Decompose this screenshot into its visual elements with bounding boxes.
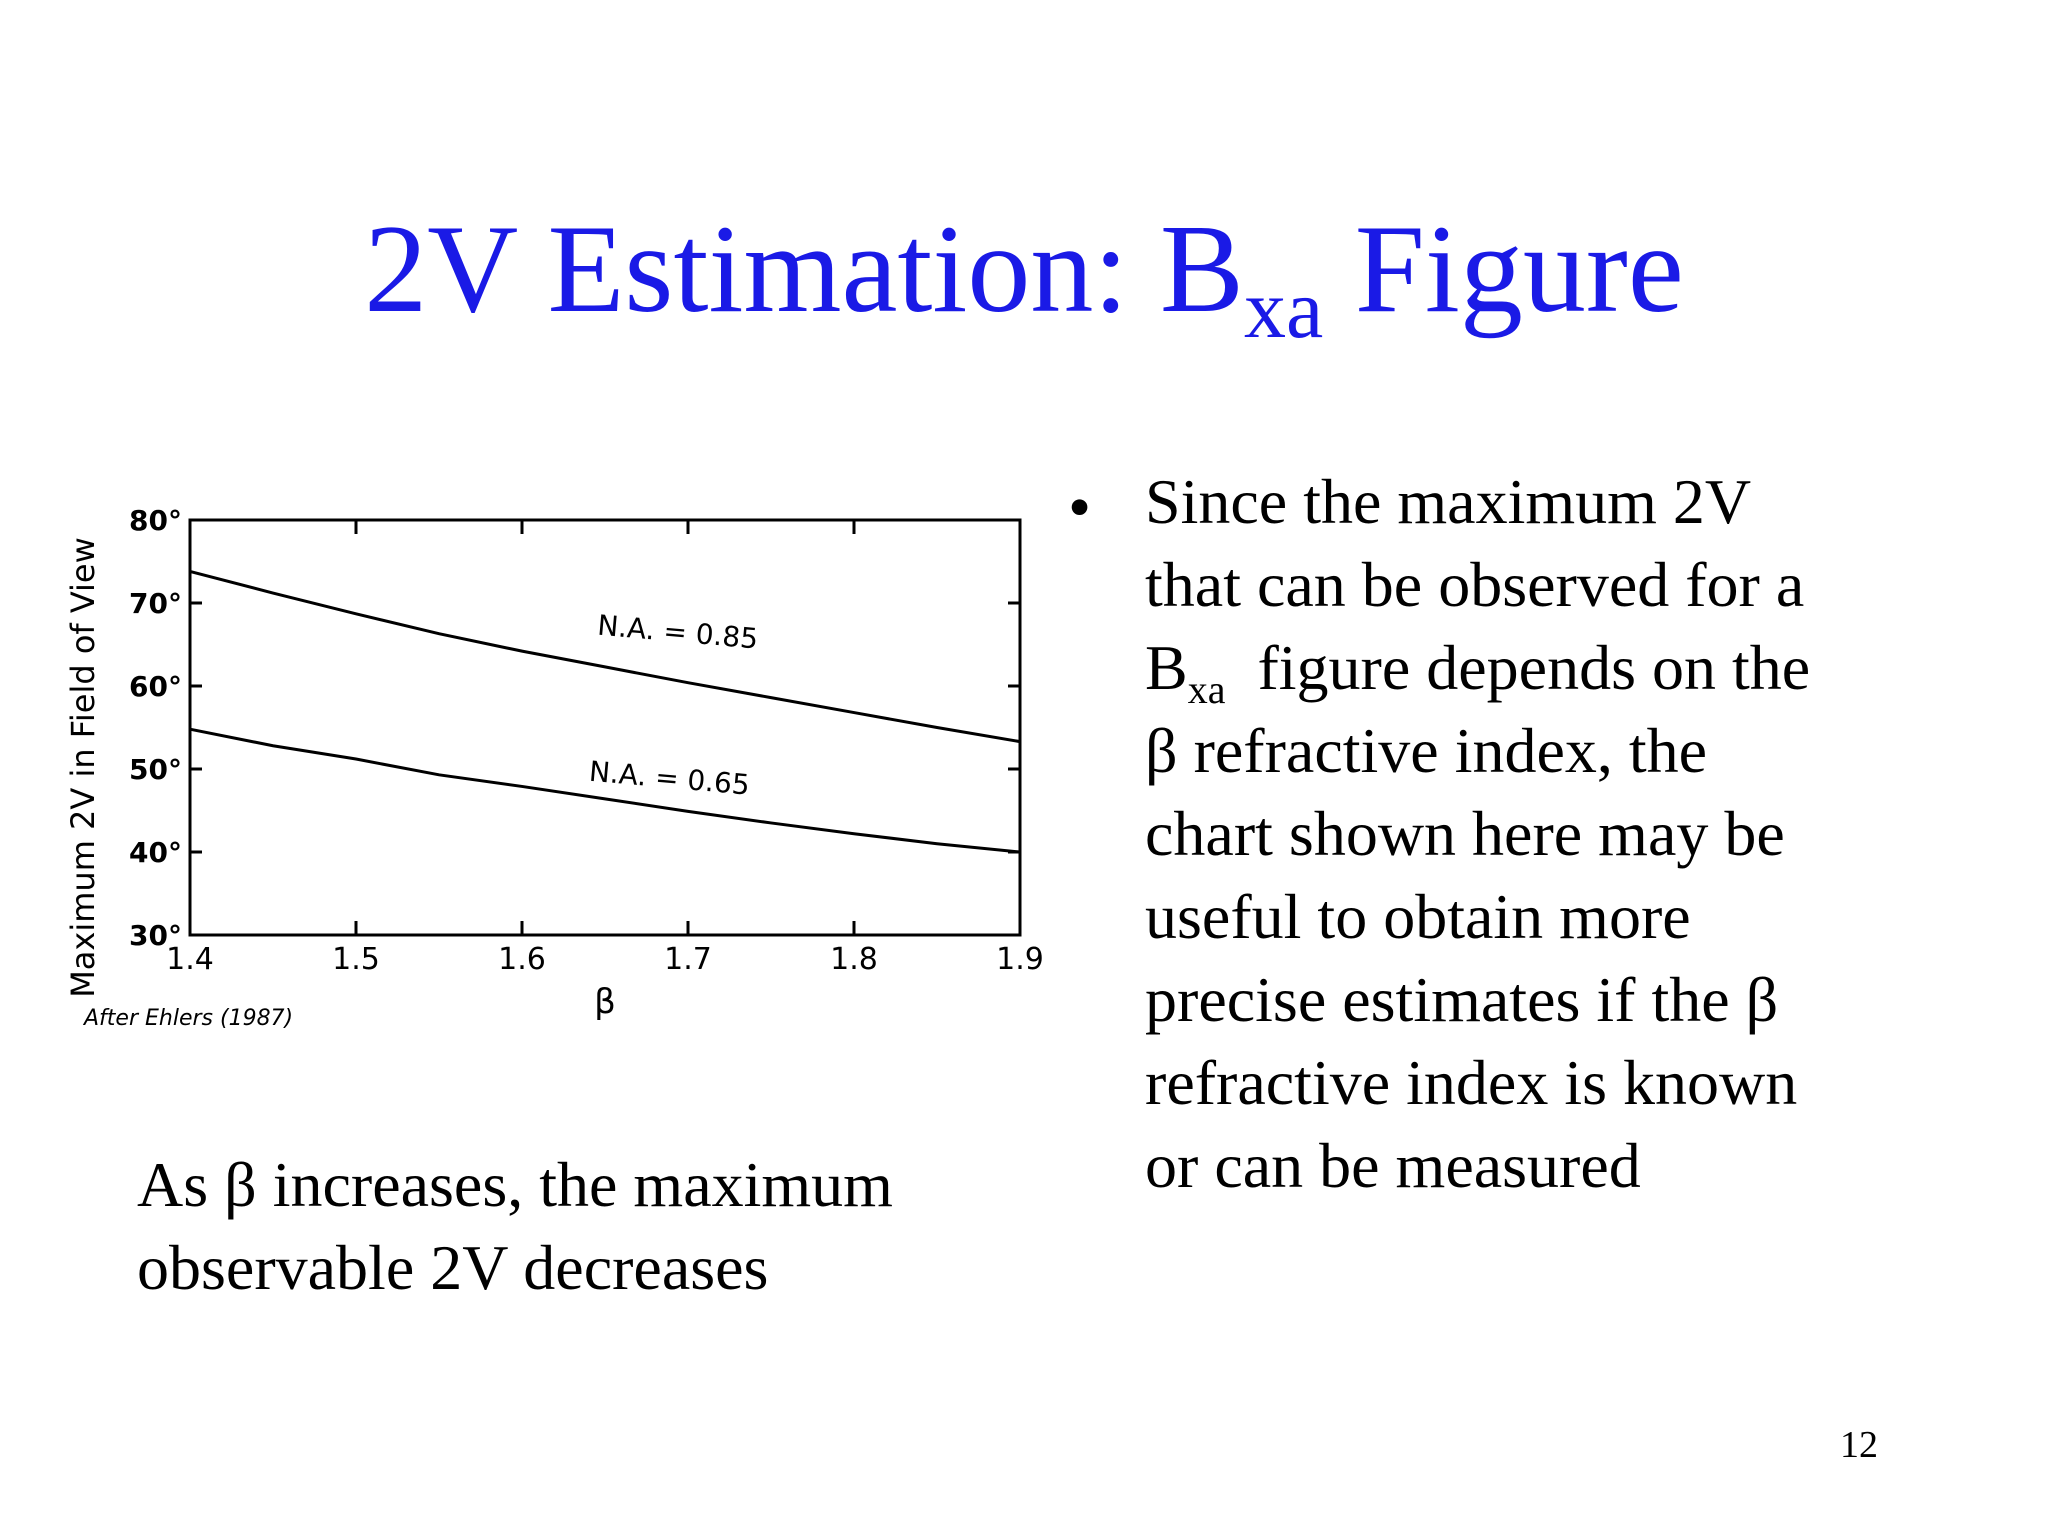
x-tick-label: 1.6 bbox=[498, 942, 546, 977]
x-tick-label: 1.8 bbox=[830, 942, 878, 977]
bullet-line: or can be measured bbox=[1145, 1130, 1641, 1201]
title-end: Figure bbox=[1323, 200, 1684, 339]
series-line bbox=[190, 571, 1020, 741]
x-tick-label: 1.5 bbox=[332, 942, 380, 977]
y-tick-label: 50° bbox=[129, 753, 182, 786]
bullet-line: refractive index is known bbox=[1145, 1047, 1798, 1118]
bullet-line bbox=[1145, 626, 2025, 712]
series-annotation: N.A. = 0.85 bbox=[596, 608, 760, 656]
title-subscript: xa bbox=[1243, 263, 1324, 356]
series-annotation: N.A. = 0.65 bbox=[587, 754, 752, 802]
plot-frame bbox=[190, 520, 1020, 935]
source-note: After Ehlers (1987) bbox=[84, 1006, 294, 1031]
y-tick-label: 30° bbox=[129, 919, 182, 952]
x-axis-label: β bbox=[594, 982, 616, 1022]
bullet-text bbox=[1145, 460, 2025, 1207]
bullet-icon: • bbox=[1068, 471, 1092, 544]
y-tick-label: 70° bbox=[129, 587, 182, 620]
bullet-line: β refractive index, the bbox=[1145, 715, 1708, 786]
x-tick-label: 1.7 bbox=[664, 942, 712, 977]
caption bbox=[137, 1143, 893, 1309]
chart-svg bbox=[60, 470, 1060, 1050]
series-line bbox=[190, 729, 1020, 852]
bullet-line: precise estimates if the β bbox=[1145, 964, 1779, 1035]
bullet-line: useful to obtain more bbox=[1145, 881, 1691, 952]
bullet-line-rest: figure depends on the bbox=[1225, 632, 1811, 703]
bullet-line: that can be observed for a bbox=[1145, 549, 1805, 620]
x-tick-label: 1.9 bbox=[996, 942, 1044, 977]
y-axis-label: Maximum 2V in Field of View bbox=[64, 537, 102, 998]
bullet-line-subscript: xa bbox=[1187, 667, 1226, 712]
y-tick-label: 40° bbox=[129, 836, 182, 869]
slide-title bbox=[0, 195, 2048, 356]
caption-line: observable 2V decreases bbox=[137, 1232, 769, 1303]
title-main: 2V Estimation: B bbox=[364, 200, 1244, 339]
bullet-line: chart shown here may be bbox=[1145, 798, 1785, 869]
chart bbox=[60, 470, 1060, 1050]
bullet-line-b: B bbox=[1145, 632, 1188, 703]
caption-line: As β increases, the maximum bbox=[137, 1149, 893, 1220]
page-number: 12 bbox=[1840, 1424, 1878, 1466]
x-tick-label: 1.4 bbox=[166, 942, 214, 977]
y-tick-label: 60° bbox=[129, 670, 182, 703]
y-tick-label: 80° bbox=[129, 504, 182, 537]
bullet-line: Since the maximum 2V bbox=[1145, 466, 1752, 537]
